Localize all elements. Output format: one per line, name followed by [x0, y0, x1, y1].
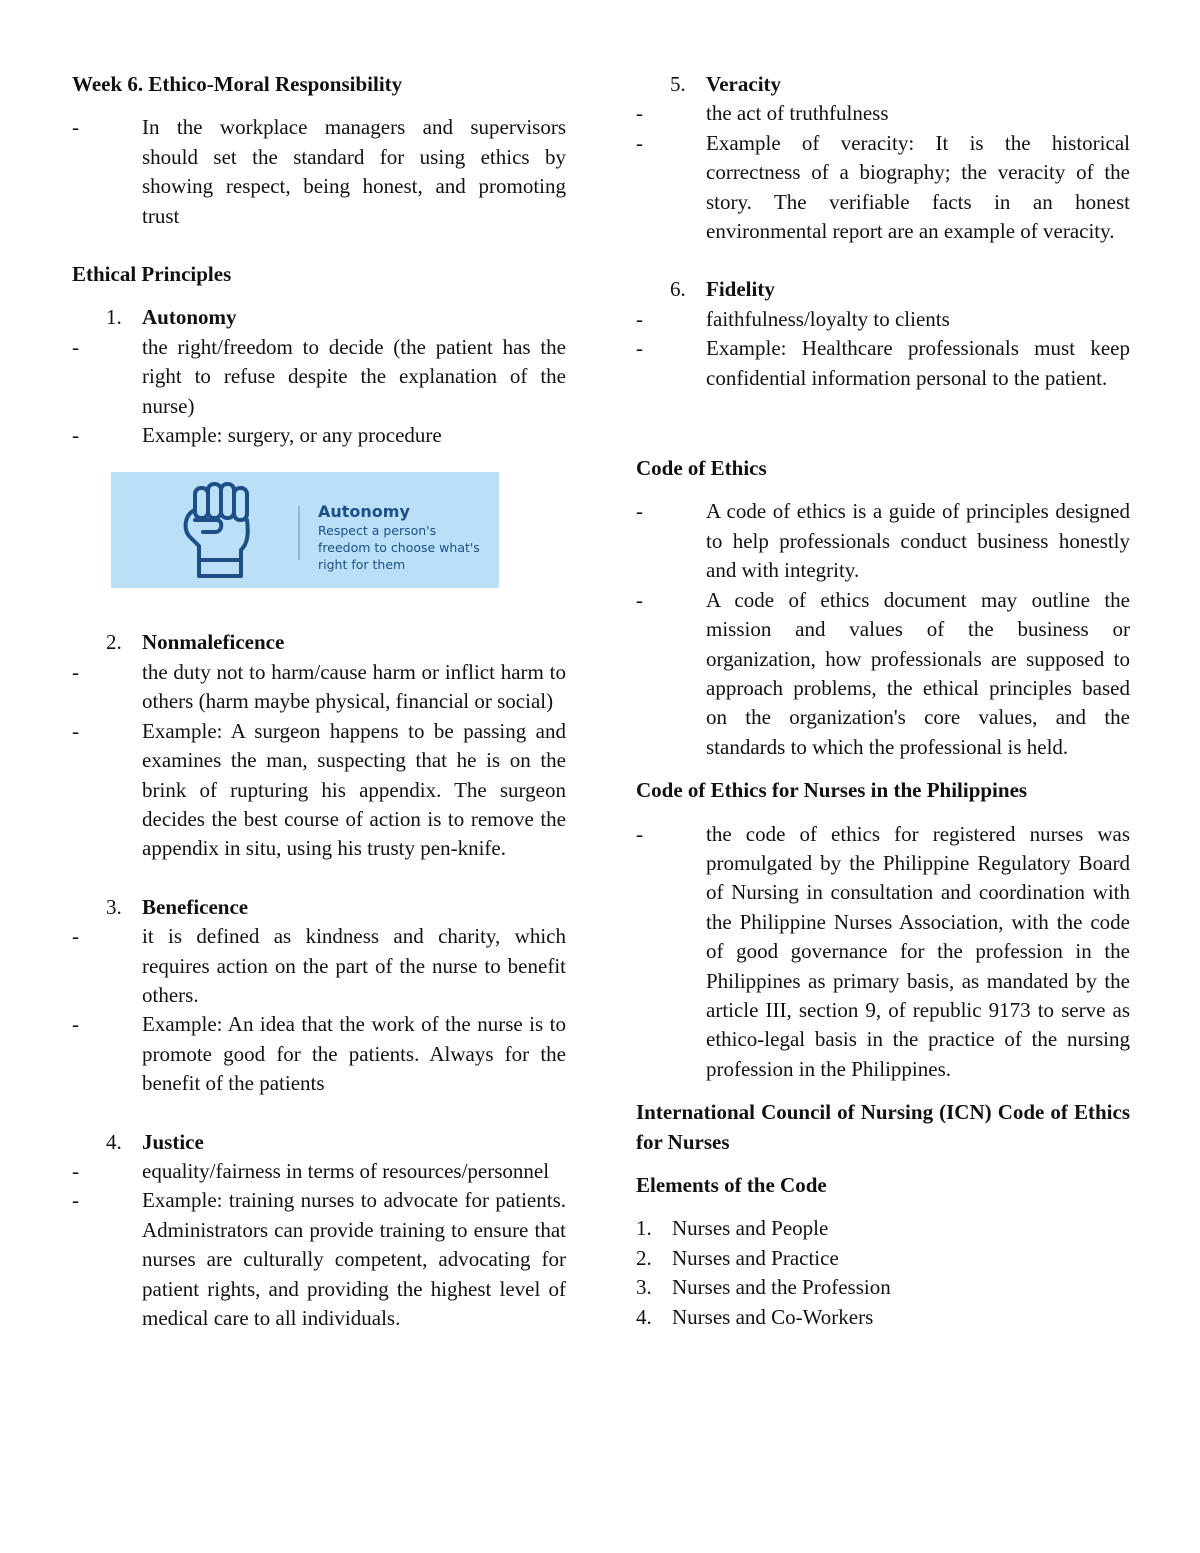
raised-fist-icon [181, 480, 257, 580]
principle-title: Fidelity [706, 277, 775, 302]
principle-bullet: - Example: Healthcare professionals must keep confidential information personal to the patient. [636, 334, 1130, 393]
figure-divider [298, 506, 300, 560]
principle-fidelity [636, 275, 1130, 393]
ph-code-bullet: - the code of ethics for registered nurses was promulgated by the Philippine Regulatory Board of Nursing in consultation and coordination with the Philippine Nurses Association, with the code of good governance for the profession in the Philippines as primary basis, as mandated by the article III, section 9, of republic 9173 to serve as ethico-legal basis in the practice of the nursing profession in the Philippines. [636, 820, 1130, 1085]
element-number: 4. [636, 1304, 652, 1329]
principle-bullet: - faithfulness/loyalty to clients [636, 305, 1130, 334]
principle-title: Justice [142, 1129, 204, 1154]
figure-title: Autonomy [318, 502, 410, 522]
week-title: Week 6. Ethico-Moral Responsibility [72, 72, 403, 96]
principle-number: 1. [106, 305, 122, 330]
ethical-principles-heading: Ethical Principles [72, 262, 232, 287]
ph-code-heading: Code of Ethics for Nurses in the Philippines [636, 778, 1028, 803]
principle-bullet: - Example: training nurses to advocate for patients. Administrators can provide training to ensure that nurses are culturally competent, advocating for patient rights, and providing the highest level of medical care to all individuals. [72, 1186, 566, 1333]
element-number: 3. [636, 1275, 652, 1300]
principle-number: 6. [670, 277, 686, 302]
element-label: Nurses and People [672, 1216, 829, 1241]
principle-title: Veracity [706, 72, 782, 96]
code-of-ethics-list [636, 497, 1130, 762]
autonomy-figure [111, 472, 499, 588]
figure-caption: Respect a person's freedom to choose what's right for them [318, 523, 480, 573]
list-item [636, 1244, 1130, 1273]
principle-bullet: - equality/fairness in terms of resources/personnel [72, 1157, 566, 1186]
principle-title: Autonomy [142, 305, 237, 330]
principle-justice [72, 1128, 566, 1334]
code-of-ethics-bullet: - A code of ethics document may outline the mission and values of the business or organization, how professionals are supposed to approach problems, the ethical principles based on the organization's core values, and the standards to which the professional is held. [636, 586, 1130, 762]
principle-bullet: - the act of truthfulness [636, 99, 1130, 128]
ph-code-list [636, 820, 1130, 1085]
principle-number: 2. [106, 630, 122, 655]
elements-heading: Elements of the Code [636, 1173, 827, 1197]
principle-bullet: - it is defined as kindness and charity, which requires action on the part of the nurse to benefit others. [72, 922, 566, 1010]
principle-number: 3. [106, 894, 122, 919]
list-item [636, 1303, 1130, 1332]
principle-beneficence [72, 893, 566, 1099]
left-column [72, 70, 566, 1333]
element-number: 2. [636, 1245, 652, 1270]
element-label: Nurses and Co-Workers [672, 1304, 874, 1329]
right-column [636, 70, 1130, 1332]
element-label: Nurses and the Profession [672, 1275, 891, 1300]
principle-bullet: - Example: An idea that the work of the nurse is to promote good for the patients. Always for the benefit of the patients [72, 1010, 566, 1098]
intro-list [72, 113, 566, 231]
principle-autonomy [72, 303, 566, 450]
list-item [636, 1273, 1130, 1302]
principle-bullet: - Example: surgery, or any procedure [72, 421, 566, 450]
code-of-ethics-bullet: - A code of ethics is a guide of principles designed to help professionals conduct business honestly and with integrity. [636, 497, 1130, 585]
list-item [636, 1214, 1130, 1243]
principle-bullet: - the duty not to harm/cause harm or inflict harm to others (harm maybe physical, financial or social) [72, 658, 566, 717]
principle-bullet: - Example of veracity: It is the historical correctness of a biography; the veracity of the story. The verifiable facts in an honest environmental report are an example of veracity. [636, 129, 1130, 247]
code-of-ethics-heading: Code of Ethics [636, 456, 767, 481]
principle-title: Nonmaleficence [142, 630, 285, 655]
icn-heading: International Council of Nursing (ICN) Code of Ethics for Nurses [636, 1100, 1130, 1154]
principle-nonmaleficence [72, 628, 566, 863]
principle-bullet: - Example: A surgeon happens to be passing and examines the man, suspecting that he is on the brink of rupturing his appendix. The surgeon decides the best course of action is to remove the appendix in situ, using his trusty pen-knife. [72, 717, 566, 864]
principle-bullet: - the right/freedom to decide (the patient has the right to refuse despite the explanation of the nurse) [72, 333, 566, 421]
principle-number: 5. [670, 72, 686, 96]
principle-veracity [636, 70, 1130, 246]
element-label: Nurses and Practice [672, 1245, 839, 1270]
principle-number: 4. [106, 1129, 122, 1154]
elements-list [636, 1214, 1130, 1332]
intro-bullet: - In the workplace managers and supervisors should set the standard for using ethics by showing respect, being honest, and promoting trust [72, 113, 566, 231]
element-number: 1. [636, 1216, 652, 1241]
principle-title: Beneficence [142, 894, 249, 919]
